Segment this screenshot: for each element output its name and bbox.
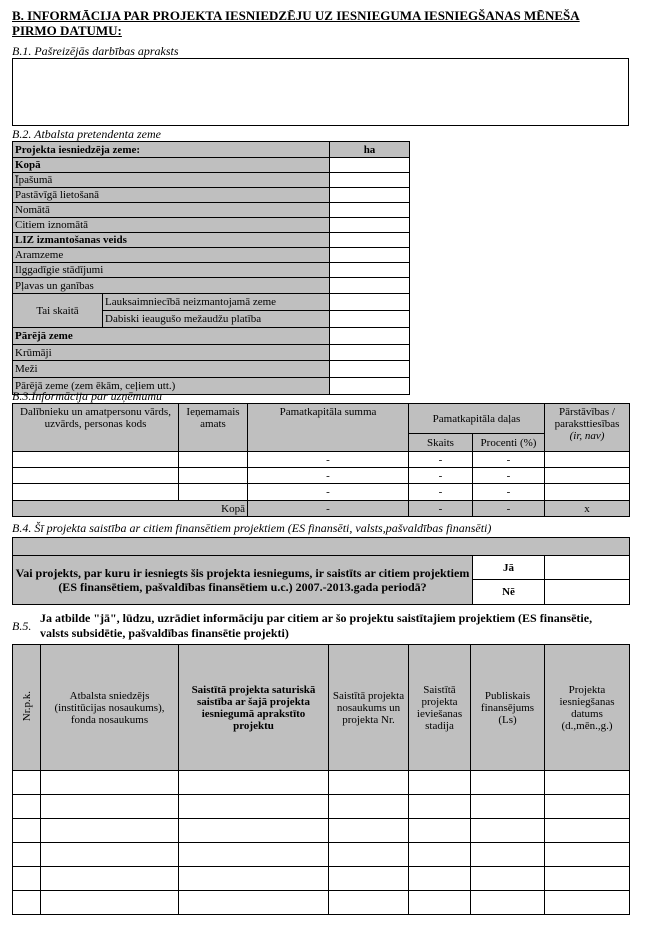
b2-value-cell[interactable]: [330, 203, 410, 218]
b2-row-pareja: Pārējā zeme: [13, 328, 330, 345]
b5-h-saturiska: Saistītā projekta saturiskā saistība ar šajā projekta iesniegumā aprakstīto projektu: [179, 645, 329, 771]
b5-h-nr-cell: [13, 645, 41, 771]
b2-row-ipasuma: Īpašumā: [13, 173, 330, 188]
b2-col-label: Projekta iesniedzēja zeme:: [13, 142, 330, 158]
b5-h-stadija: Saistītā projekta ieviešanas stadija: [409, 645, 471, 771]
b4-ne-field[interactable]: [545, 580, 630, 605]
b3-h-summa: Pamatkapitāla summa: [248, 404, 409, 452]
b2-land-table: [12, 141, 410, 395]
b3-cell[interactable]: [13, 468, 179, 484]
b3-dash: -: [409, 484, 473, 501]
b2-value-cell[interactable]: [330, 158, 410, 173]
b5-cell[interactable]: [13, 867, 41, 891]
b1-description-field[interactable]: [12, 58, 629, 126]
b2-row-citiem: Citiem iznomātā: [13, 218, 330, 233]
b3-h-amats: Ieņemamais amats: [179, 404, 248, 452]
b3-dash: -: [409, 452, 473, 468]
b5-cell[interactable]: [13, 843, 41, 867]
table-row: [13, 891, 630, 915]
b2-row-kopa: Kopā: [13, 158, 330, 173]
table-row: [13, 452, 630, 468]
b5-cell[interactable]: [179, 891, 329, 915]
b5-cell[interactable]: [471, 771, 545, 795]
table-row: [13, 867, 630, 891]
b4-ja: Jā: [473, 556, 545, 580]
table-row: [13, 484, 630, 501]
b2-value-cell[interactable]: [330, 263, 410, 278]
b2-value-cell[interactable]: [330, 248, 410, 263]
b5-cell[interactable]: [179, 771, 329, 795]
b3-dash: -: [409, 468, 473, 484]
table-row: [13, 795, 630, 819]
b5-cell[interactable]: [409, 771, 471, 795]
b5-cell[interactable]: [545, 795, 630, 819]
b5-cell[interactable]: [41, 867, 179, 891]
b2-row-nomata: Nomātā: [13, 203, 330, 218]
b5-h-nosaukums: Saistītā projekta nosaukums un projekta Nr.: [329, 645, 409, 771]
b2-row-aramzeme: Aramzeme: [13, 248, 330, 263]
b4-ja-field[interactable]: [545, 556, 630, 580]
b3-h-dalas: Pamatkapitāla daļas: [409, 404, 545, 434]
b3-cell[interactable]: [545, 452, 630, 468]
b5-cell[interactable]: [545, 891, 630, 915]
b3-dash: -: [248, 468, 409, 484]
b3-cell[interactable]: [179, 452, 248, 468]
table-row: [13, 843, 630, 867]
b4-title: B.4. Šī projekta saistība ar citiem finansētiem projektiem (ES finansēti, valsts,pašvaldības finansēti): [12, 521, 492, 535]
b2-row-liz: LIZ izmantošanas veids: [13, 233, 330, 248]
b5-cell[interactable]: [179, 795, 329, 819]
b3-dash: -: [248, 501, 409, 517]
b4-question: Vai projekts, par kuru ir iesniegts šis projekta iesniegums, ir saistīts ar citiem projektiem (ES finansētiem, pašvaldības finansētiem u.c.) 2007.-2013.gada periodā?: [13, 556, 473, 605]
b2-value-cell[interactable]: [330, 173, 410, 188]
b3-cell[interactable]: [13, 484, 179, 501]
table-row: [13, 468, 630, 484]
b5-cell[interactable]: [545, 867, 630, 891]
b5-cell[interactable]: [13, 891, 41, 915]
b3-dash: -: [473, 501, 545, 517]
b5-cell[interactable]: [409, 819, 471, 843]
b3-cell[interactable]: [545, 484, 630, 501]
b2-title: B.2. Atbalsta pretendenta zeme: [12, 127, 161, 141]
b3-dash: -: [409, 501, 473, 517]
b2-value-cell[interactable]: [330, 345, 410, 361]
b5-cell[interactable]: [329, 819, 409, 843]
b5-cell[interactable]: [329, 891, 409, 915]
b5-h-finansejums: Publiskais finansējums (Ls): [471, 645, 545, 771]
b2-row-tai-skaita: Tai skaitā: [13, 294, 103, 328]
b3-h-skaits: Skaits: [409, 434, 473, 452]
b5-cell[interactable]: [13, 795, 41, 819]
b4-band: [13, 538, 630, 556]
b2-value-cell[interactable]: [330, 218, 410, 233]
b5-cell[interactable]: [41, 819, 179, 843]
b5-cell[interactable]: [41, 891, 179, 915]
b3-h-procenti: Procenti (%): [473, 434, 545, 452]
b3-dash: -: [248, 452, 409, 468]
b5-cell[interactable]: [41, 771, 179, 795]
b5-h-nr: Nr.p.k.: [20, 690, 33, 722]
b2-value-cell[interactable]: [330, 278, 410, 294]
b2-row-mezi: Meži: [13, 361, 330, 378]
b1-title: B.1. Pašreizējās darbības apraksts: [12, 44, 179, 58]
b2-value-cell[interactable]: [330, 233, 410, 248]
table-row: [13, 771, 630, 795]
b5-cell[interactable]: [329, 795, 409, 819]
b5-label: B.5.: [12, 619, 32, 633]
b2-row-krumaji: Krūmāji: [13, 345, 330, 361]
b5-cell[interactable]: [409, 891, 471, 915]
b2-row-ilggadigie: Ilggadīgie stādījumi: [13, 263, 330, 278]
b3-company-table: [12, 403, 630, 517]
b3-h-parst-sub: (ir, nav): [569, 430, 605, 442]
b3-cell[interactable]: [545, 468, 630, 484]
b3-dash: -: [473, 468, 545, 484]
b2-row-dabiski: Dabiski ieaugušo mežaudžu platība: [103, 311, 330, 328]
b2-row-plavas: Pļavas un ganības: [13, 278, 330, 294]
b3-dash: -: [473, 452, 545, 468]
b5-cell[interactable]: [545, 771, 630, 795]
b5-cell[interactable]: [545, 843, 630, 867]
b5-title: Ja atbilde "jā", lūdzu, uzrādiet informāciju par citiem ar šo projektu saistītajiem projektiem (ES finansētie, valsts subsidētie, pašvaldības finansētie projekti): [40, 611, 593, 640]
b3-cell[interactable]: [179, 468, 248, 484]
b2-value-cell[interactable]: [330, 361, 410, 378]
b5-cell[interactable]: [471, 891, 545, 915]
b3-cell[interactable]: [13, 452, 179, 468]
b5-table: [12, 644, 630, 915]
b5-cell[interactable]: [471, 795, 545, 819]
b2-value-cell[interactable]: [330, 294, 410, 311]
b3-dash: -: [248, 484, 409, 501]
b5-cell[interactable]: [179, 867, 329, 891]
b5-cell[interactable]: [41, 795, 179, 819]
b5-cell[interactable]: [13, 819, 41, 843]
b3-h-parst: [545, 404, 630, 452]
b5-cell[interactable]: [179, 843, 329, 867]
b5-cell[interactable]: [329, 771, 409, 795]
b5-h-atbalsta: Atbalsta sniedzējs (institūcijas nosaukums), fonda nosaukums: [41, 645, 179, 771]
b5-cell[interactable]: [13, 771, 41, 795]
b5-cell[interactable]: [41, 843, 179, 867]
b2-col-unit: ha: [330, 142, 410, 158]
b2-row-pareja-zem: Pārējā zeme (zem ēkām, ceļiem utt.): [13, 378, 330, 395]
b5-h-datums: Projekta iesniegšanas datums (d.,mēn.,g.): [545, 645, 630, 771]
b4-ne: Nē: [473, 580, 545, 605]
table-row: [13, 501, 630, 517]
b5-cell[interactable]: [329, 867, 409, 891]
b5-cell[interactable]: [409, 795, 471, 819]
b5-cell[interactable]: [471, 819, 545, 843]
b3-h-parst-label: Pārstāvības / paraksttiesības: [554, 406, 620, 430]
b5-cell[interactable]: [545, 819, 630, 843]
table-row: [13, 819, 630, 843]
b2-row-lauks: Lauksaimniecībā neizmantojamā zeme: [103, 294, 330, 311]
b2-value-cell[interactable]: [330, 378, 410, 395]
section-b-title: B. INFORMĀCIJA PAR PROJEKTA IESNIEDZĒJU UZ IESNIEGUMA IESNIEGŠANAS MĒNEŠA PIRMO DATUMU:: [12, 8, 580, 38]
b5-cell[interactable]: [471, 843, 545, 867]
b3-x: x: [545, 501, 630, 517]
b3-dash: -: [473, 484, 545, 501]
b5-cell[interactable]: [179, 819, 329, 843]
b2-value-cell[interactable]: [330, 311, 410, 328]
b3-title: B.3.Informācija par uzņēmumu: [12, 389, 162, 403]
b5-cell[interactable]: [329, 843, 409, 867]
b4-table: [12, 537, 630, 605]
b5-cell[interactable]: [471, 867, 545, 891]
b3-h-name: Dalībnieku un amatpersonu vārds, uzvārds, personas kods: [13, 404, 179, 452]
b2-value-cell[interactable]: [330, 188, 410, 203]
b5-cell[interactable]: [409, 843, 471, 867]
b2-value-cell[interactable]: [330, 328, 410, 345]
b3-kopa: Kopā: [13, 501, 248, 517]
b5-cell[interactable]: [409, 867, 471, 891]
b3-cell[interactable]: [179, 484, 248, 501]
b2-row-pastavigs: Pastāvīgā lietošanā: [13, 188, 330, 203]
